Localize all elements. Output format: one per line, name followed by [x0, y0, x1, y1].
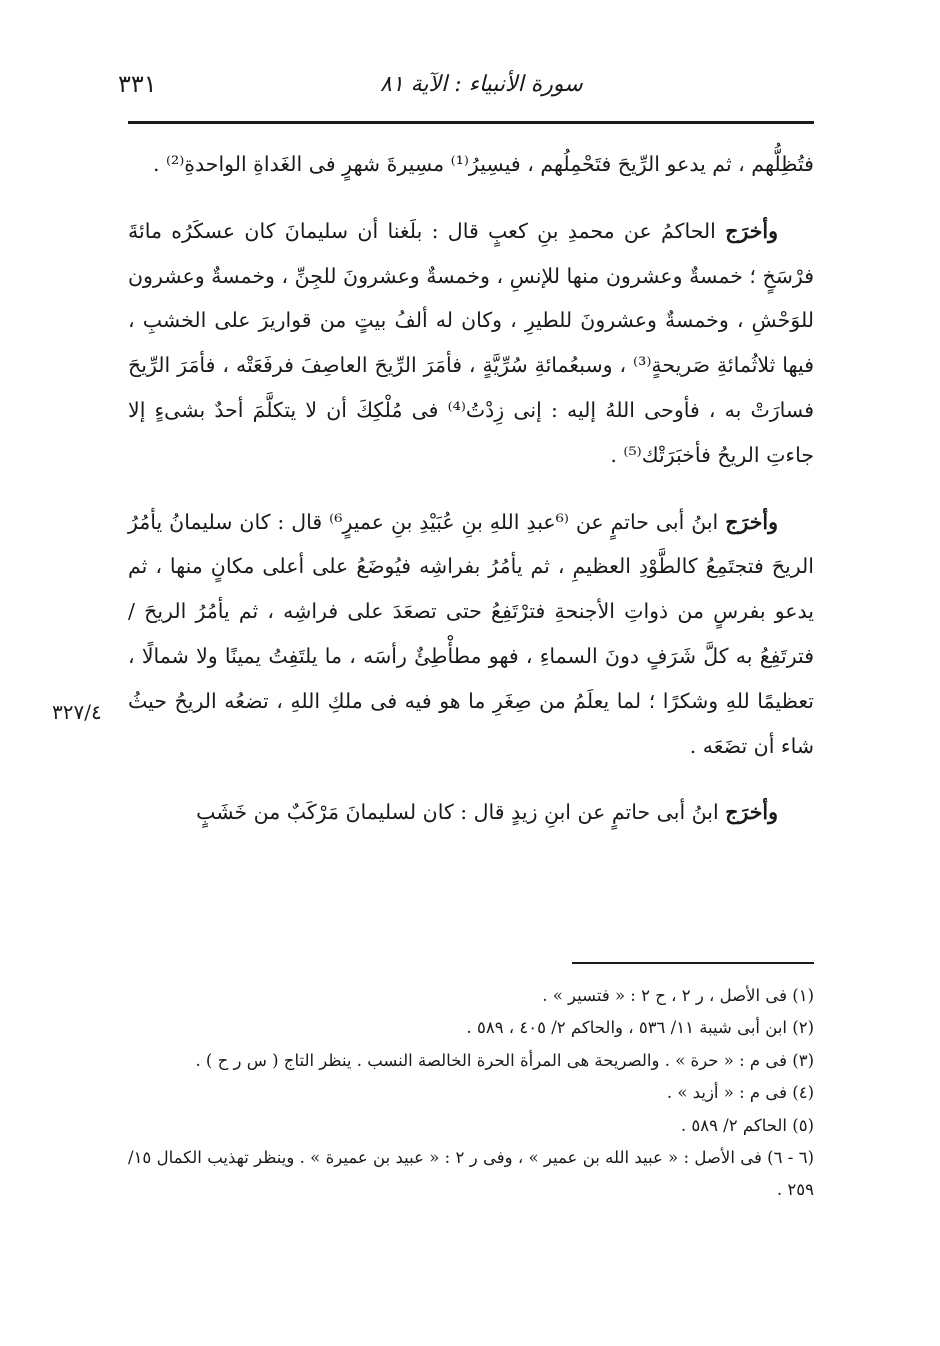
- footnote-2: (٢) ابن أبى شيبة ١١/ ٥٣٦ ، والحاكم ٢/ ٤٠٥ ، ٥٨٩ .: [466, 1018, 814, 1038]
- paragraph-2-lead: وأخرَج: [725, 218, 778, 243]
- footnote-rule: [572, 962, 814, 964]
- paragraph-1: فتُظِلُّهم ، ثم يدعو الرِّيحَ فتَحْمِلُهم ، فيسِيرُ⁽¹⁾ مسِيرةَ شهرٍ فى الغَداةِ الواحدةِ⁽²⁾ .: [152, 152, 814, 176]
- running-header-title: سورة الأنبياء : الآية ٨١: [380, 72, 583, 97]
- header-rule: [128, 121, 814, 124]
- main-text: [128, 142, 814, 835]
- paragraph-2: [128, 209, 814, 478]
- footnote-4: (٤) فى م : « أزيد » .: [666, 1083, 814, 1103]
- margin-volume-page-reference: ٣٢٧/٤: [52, 700, 102, 724]
- paragraph-2-text: الحاكمُ عن محمدِ بنِ كعبٍ قال : بلَغنا أن سليمانَ كان عسكَرُه مائةَ فرْسَخٍ ؛ خمسةٌ وعشرون منها للإنسِ ، وخمسةٌ وعشرونَ للجِنِّ ، وخمسةٌ وعشرون للوَحْشِ ، وخمسةٌ وعشرونَ للطيرِ ، وكان له ألفُ بيتٍ من قواريرَ على الخشبِ ، فيها ثلاثُمائةِ صَريحةٍ⁽³⁾ ، وسبعُمائةِ سُرِّيَّةٍ ، فأمَرَ الرِّيحَ العاصِفَ فرفَعَتْه ، فأمَرَ الرِّيحَ فسارَتْ به ، فأوحى اللهُ إليه : إنى زِدْتُ⁽⁴⁾ فى مُلْكِكَ أن لا يتكلَّمَ أحدٌ بشىءٍ إلا جاءتِ الريحُ فأخبَرَتْك⁽⁵⁾ .: [128, 218, 814, 467]
- paragraph-4: [128, 790, 814, 835]
- paragraph-4-text: ابنُ أبى حاتمٍ عن ابنِ زيدٍ قال : كان لسليمانَ مَرْكَبٌ من خَشَبٍ: [196, 800, 726, 825]
- footnote-3: (٣) فى م : « حرة » . والصريحة هى المرأة الحرة الخالصة النسب . ينظر التاج ( س ر ح ) .: [195, 1050, 814, 1070]
- footnote-6: (٦ - ٦) فى الأصل : « عبيد الله بن عمير » ، وفى ر ٢ : « عبيد بن عميرة » . وينظر تهذيب الكمال ١٥/ ٢٥٩ .: [128, 1148, 815, 1200]
- page-number: ٣٣١: [118, 70, 157, 98]
- paragraph-3: [128, 500, 814, 769]
- footnote-5: (٥) الحاكم ٢/ ٥٨٩ .: [680, 1115, 814, 1135]
- paragraph-4-lead: وأخرَج: [725, 800, 778, 825]
- paragraph-3-text: ابنُ أبى حاتمٍ عن ⁽⁶عبدِ اللهِ بنِ عُبَيْدِ بنِ عميرٍ⁶⁾ قال : كان سليمانُ يأمُرُ الريحَ فتجتَمِعُ كالطَّوْدِ العظيمِ ، ثم يأمُرُ بفراشِه فيُوضَعُ على أعلى مكانٍ منها ، ثم يدعو بفرسٍ من ذواتِ الأجنحةِ فترْتَفِعُ حتى تصعَدَ على فراشِه ، ثم يأمُرُ الريحَ / فترتَفِعُ به كلَّ شَرَفٍ دونَ السماءِ ، فهو مطأْطِئٌ رأسَه ، ما يلتَفِتُ يمينًا ولا شمالًا ، تعظيمًا للهِ وشكرًا ؛ لما يعلَمُ من صِغَرِ ما هو فيه فى ملكِ اللهِ ، تضعُه الريحُ حيثُ شاء أن تضَعَه .: [128, 509, 814, 758]
- paragraph-3-lead: وأخرَج: [725, 509, 779, 534]
- footnotes: [128, 980, 814, 1207]
- footnote-1: (١) فى الأصل ، ر ٢ ، ح ٢ : « فتسير » .: [542, 986, 814, 1005]
